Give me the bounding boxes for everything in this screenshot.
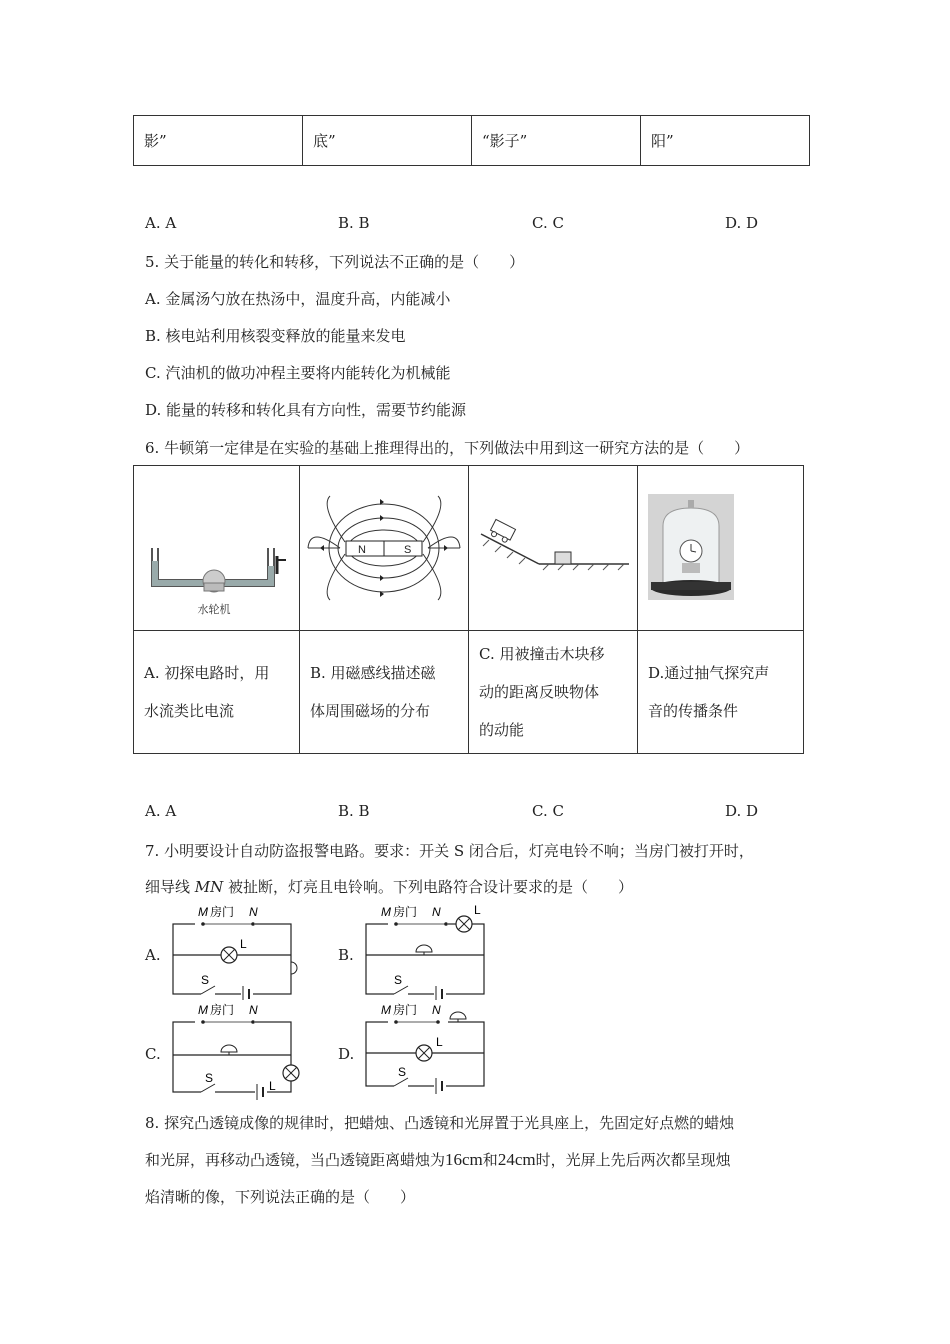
magnet-n-label: N (358, 544, 366, 556)
q7-line2-post: 被扯断，灯亮且电铃响。下列电路符合设计要求的是（ ） (223, 878, 634, 896)
circuit-d-m: M (381, 1003, 391, 1017)
q6-cell-d-line2: 音的传播条件 (648, 702, 739, 720)
q6-option-b[interactable]: B. B (338, 802, 370, 820)
circuit-a-m: M (198, 905, 208, 919)
q6-image-cell (638, 466, 804, 631)
q4-table (133, 115, 810, 166)
bell-jar-figure (638, 466, 803, 626)
q6-option-c[interactable]: C. C (532, 802, 564, 820)
q4-cell (303, 116, 472, 166)
circuit-c-door: 房门 (210, 1003, 235, 1017)
q6-image-cell (300, 466, 469, 631)
q7-stem-line2 (145, 876, 633, 897)
q8-line2-pre: 和光屏，再移动凸透镜，当凸透镜距离蜡烛为 (145, 1151, 446, 1169)
circuit-c-lamp-label: L (269, 1079, 276, 1093)
q8-value-16cm: 16cm (445, 1150, 483, 1169)
q5-option-d[interactable]: D. 能量的转移和转化具有方向性，需要节约能源 (145, 401, 467, 419)
q7-line2-mn: MN (194, 878, 224, 896)
circuit-a-n: N (249, 905, 258, 919)
q4-cell-text: 阳” (651, 132, 674, 150)
circuit-d-switch-label: S (398, 1065, 407, 1079)
circuit-b-n: N (432, 905, 441, 919)
circuit-b-m: M (381, 905, 391, 919)
circuit-d[interactable] (358, 1000, 493, 1100)
q7-option-a-letter[interactable]: A. (145, 946, 161, 964)
circuit-c-switch-label: S (205, 1071, 214, 1085)
circuit-a[interactable] (165, 900, 300, 1000)
circuit-c[interactable] (165, 1000, 305, 1100)
q6-cell-c-line1: C. 用被撞击木块移 (479, 645, 605, 663)
circuit-b[interactable] (358, 900, 493, 1000)
q6-option-cell-b (300, 631, 469, 754)
q5-stem: 5. 关于能量的转化和转移，下列说法不正确的是（ ） (145, 253, 525, 271)
q6-image-cell (469, 466, 638, 631)
q4-cell (134, 116, 303, 166)
q4-option-b[interactable]: B. B (338, 214, 370, 232)
q7-line2-pre: 细导线 (145, 878, 195, 896)
q7-stem-line1: 7. 小明要设计自动防盗报警电路。要求：开关 S 闭合后，灯亮电铃不响；当房门被打开时， (145, 842, 754, 860)
q8-stem-line2 (145, 1149, 731, 1170)
magnet-s-label: S (404, 544, 412, 556)
circuit-c-n: N (249, 1003, 258, 1017)
q7-option-d-letter[interactable]: D. (338, 1045, 355, 1063)
q7-option-b-letter[interactable]: B. (338, 946, 354, 964)
q6-option-cell-a (134, 631, 300, 754)
circuit-b-door: 房门 (393, 905, 418, 919)
q4-option-d[interactable]: D. D (725, 214, 759, 232)
circuit-b-lamp-label: L (474, 903, 481, 917)
q5-option-b[interactable]: B. 核电站利用核裂变释放的能量来发电 (145, 327, 406, 345)
q4-cell (641, 116, 810, 166)
circuit-b-switch-label: S (394, 973, 403, 987)
q4-option-a[interactable]: A. A (145, 214, 177, 232)
q4-cell-text: “影子” (482, 132, 528, 150)
q6-stem: 6. 牛顿第一定律是在实验的基础上推理得出的，下列做法中用到这一研究方法的是（ ） (145, 439, 750, 457)
q6-cell-a-line2: 水流类比电流 (144, 702, 235, 720)
q4-cell-text: 底” (313, 132, 336, 150)
q6-cell-c-line3: 的动能 (479, 721, 525, 739)
q6-table (133, 465, 804, 754)
q6-option-cell-d (638, 631, 804, 754)
q6-option-cell-c (469, 631, 638, 754)
q6-cell-c-line2: 动的距离反映物体 (479, 683, 600, 701)
q6-cell-b-line1: B. 用磁感线描述磁 (310, 664, 436, 682)
q4-cell (472, 116, 641, 166)
q7-option-c-letter[interactable]: C. (145, 1045, 161, 1063)
q8-stem-line3: 焰清晰的像，下列说法正确的是（ ） (145, 1188, 416, 1206)
q5-option-c[interactable]: C. 汽油机的做功冲程主要将内能转化为机械能 (145, 364, 451, 382)
incline-block-figure (469, 466, 637, 626)
water-wheel-figure (134, 466, 299, 626)
circuit-a-lamp-label: L (240, 937, 247, 951)
q6-image-cell (134, 466, 300, 631)
q6-option-a[interactable]: A. A (145, 802, 177, 820)
magnetic-field-figure (300, 466, 468, 626)
q6-cell-d-line1: D.通过抽气探究声 (648, 664, 770, 682)
circuit-d-lamp-label: L (436, 1035, 443, 1049)
q8-stem-line1: 8. 探究凸透镜成像的规律时，把蜡烛、凸透镜和光屏置于光具座上，先固定好点燃的蜡烛 (145, 1114, 735, 1132)
circuit-a-switch-label: S (201, 973, 210, 987)
q6-cell-a-line1: A. 初探电路时，用 (144, 664, 270, 682)
q8-line2-post: 时，光屏上先后两次都呈现烛 (535, 1151, 731, 1169)
circuit-a-door: 房门 (210, 905, 235, 919)
q5-option-a[interactable]: A. 金属汤勺放在热汤中，温度升高，内能减小 (145, 290, 451, 308)
q6-cell-b-line2: 体周围磁场的分布 (310, 702, 431, 720)
circuit-d-door: 房门 (393, 1003, 418, 1017)
q8-line2-mid: 和 (482, 1151, 498, 1169)
q8-value-24cm: 24cm (497, 1150, 536, 1169)
circuit-d-n: N (432, 1003, 441, 1017)
q6-option-d[interactable]: D. D (725, 802, 759, 820)
water-wheel-label: 水轮机 (197, 604, 231, 616)
q4-cell-text: 影” (144, 132, 167, 150)
q4-option-c[interactable]: C. C (532, 214, 564, 232)
circuit-c-m: M (198, 1003, 208, 1017)
